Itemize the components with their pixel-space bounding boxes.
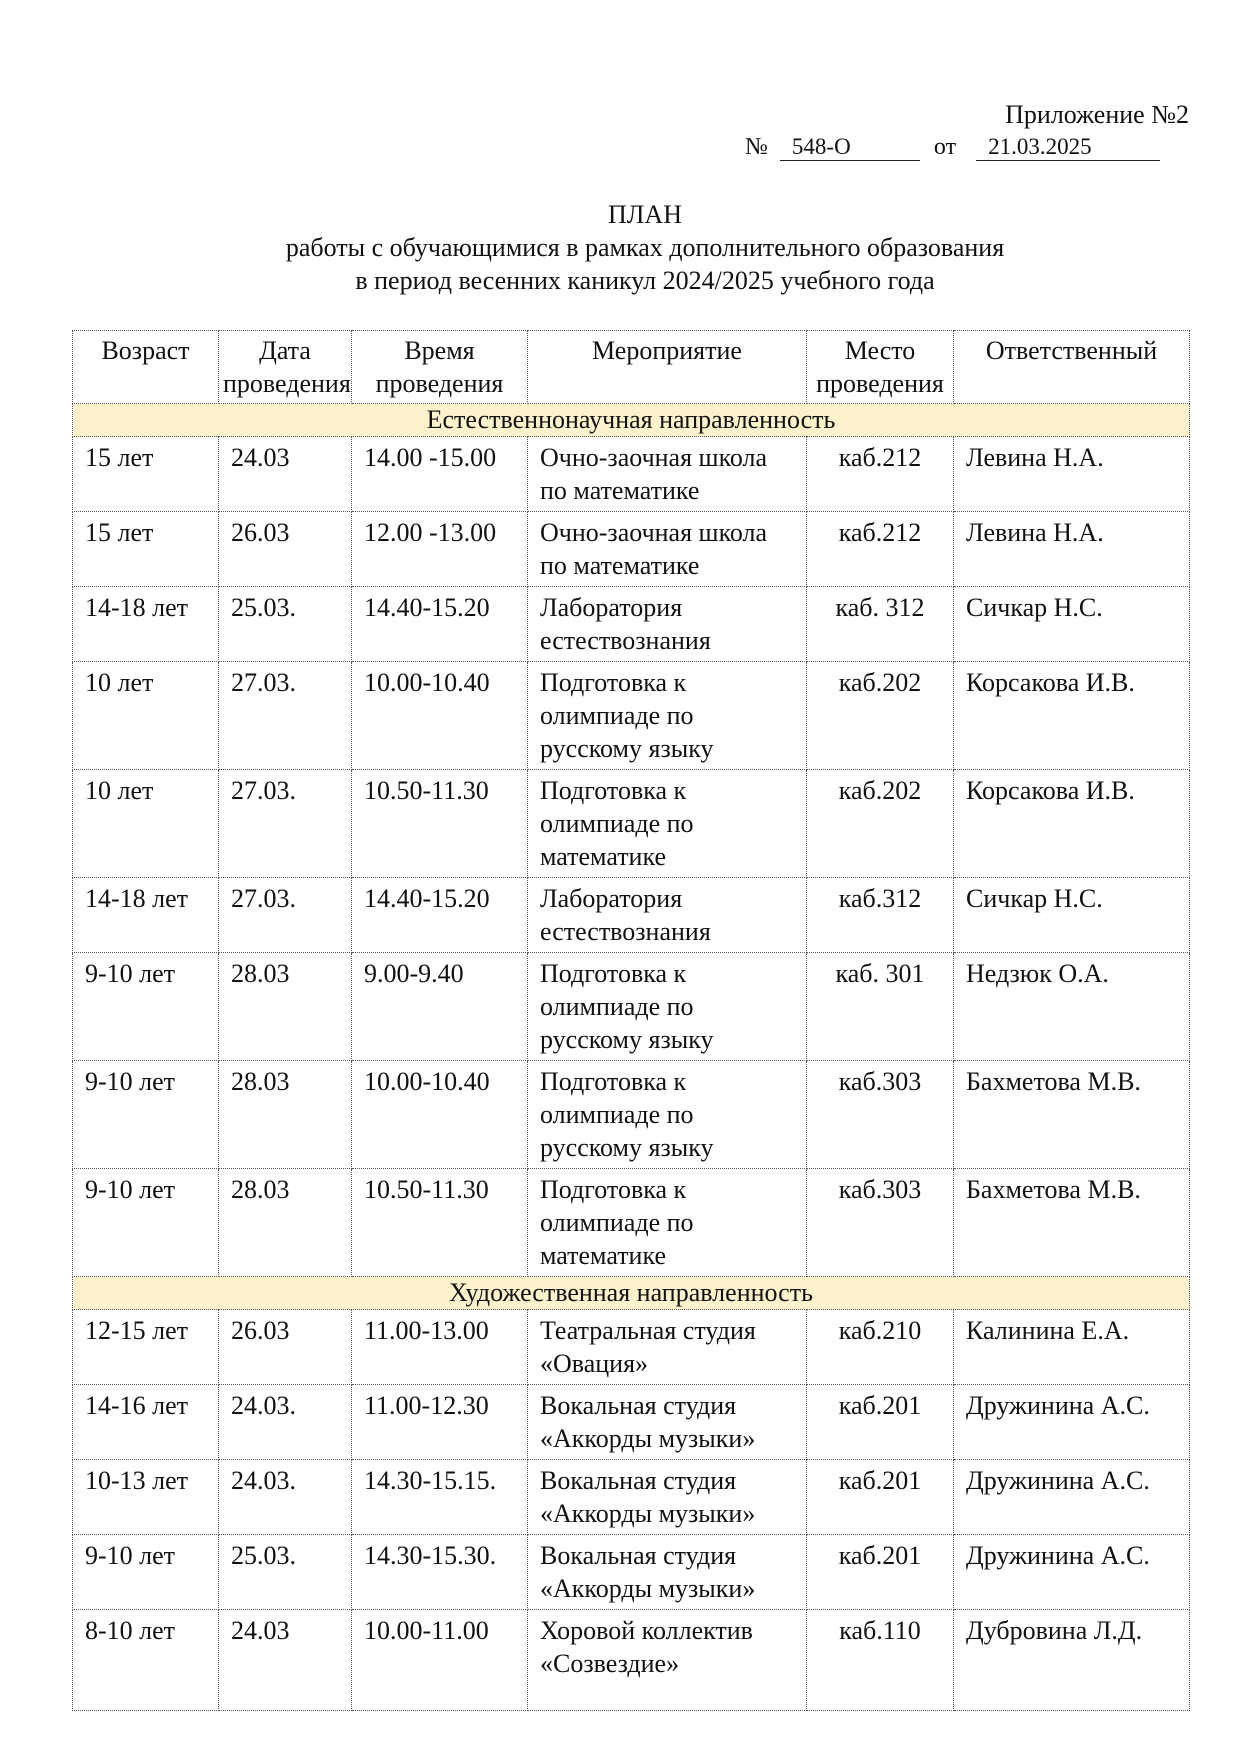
- cell-event: Лаборатория естествознания: [528, 878, 807, 953]
- title-plan: ПЛАН: [608, 200, 682, 229]
- section-title: Естественнонаучная направленность: [73, 404, 1190, 437]
- cell-age: 14-16 лет: [73, 1385, 219, 1460]
- table-row: [73, 1310, 1190, 1385]
- title-subtitle-2: в период весенних каникул 2024/2025 учебного года: [355, 266, 935, 295]
- cell-responsible: Дружинина А.С.: [954, 1385, 1190, 1460]
- appendix-label: Приложение №2: [1005, 100, 1189, 129]
- cell-event: Театральная студия «Овация»: [528, 1310, 807, 1385]
- cell-place: каб.303: [807, 1169, 954, 1277]
- cell-time: 14.40-15.20: [352, 587, 528, 662]
- table-row: [73, 878, 1190, 953]
- cell-responsible: Корсакова И.В.: [954, 770, 1190, 878]
- header-responsible: Ответственный: [954, 331, 1190, 404]
- order-line: [745, 134, 1160, 161]
- cell-date: 24.03: [219, 1610, 352, 1711]
- header-age: Возраст: [73, 331, 219, 404]
- cell-age: 15 лет: [73, 437, 219, 512]
- table-row: [73, 437, 1190, 512]
- cell-time: 11.00-12.30: [352, 1385, 528, 1460]
- cell-date: 24.03.: [219, 1385, 352, 1460]
- cell-age: 9-10 лет: [73, 1061, 219, 1169]
- cell-date: 28.03: [219, 1169, 352, 1277]
- cell-age: 9-10 лет: [73, 953, 219, 1061]
- cell-responsible: Дружинина А.С.: [954, 1535, 1190, 1610]
- table-row: [73, 1385, 1190, 1460]
- cell-event: Подготовка к олимпиаде по русскому языку: [528, 953, 807, 1061]
- header-event: Мероприятие: [528, 331, 807, 404]
- cell-time: 14.40-15.20: [352, 878, 528, 953]
- cell-place: каб.303: [807, 1061, 954, 1169]
- order-number: 548-О: [780, 135, 920, 161]
- cell-time: 14.00 -15.00: [352, 437, 528, 512]
- cell-date: 27.03.: [219, 770, 352, 878]
- cell-place: каб.110: [807, 1610, 954, 1711]
- cell-date: 25.03.: [219, 1535, 352, 1610]
- cell-time: 11.00-13.00: [352, 1310, 528, 1385]
- cell-responsible: Дубровина Л.Д.: [954, 1610, 1190, 1711]
- cell-responsible: Корсакова И.В.: [954, 662, 1190, 770]
- cell-age: 9-10 лет: [73, 1169, 219, 1277]
- cell-event: Вокальная студия «Аккорды музыки»: [528, 1535, 807, 1610]
- cell-time: 9.00-9.40: [352, 953, 528, 1061]
- cell-age: 10-13 лет: [73, 1460, 219, 1535]
- cell-place: каб.312: [807, 878, 954, 953]
- cell-event: Подготовка к олимпиаде по русскому языку: [528, 662, 807, 770]
- cell-responsible: Недзюк О.А.: [954, 953, 1190, 1061]
- header-time: Время проведения: [352, 331, 528, 404]
- order-date: 21.03.2025: [976, 135, 1160, 161]
- table-header-row: [73, 331, 1190, 404]
- cell-event: Вокальная студия «Аккорды музыки»: [528, 1460, 807, 1535]
- cell-event: Лаборатория естествознания: [528, 587, 807, 662]
- cell-age: 8-10 лет: [73, 1610, 219, 1711]
- cell-place: каб.201: [807, 1460, 954, 1535]
- cell-responsible: Дружинина А.С.: [954, 1460, 1190, 1535]
- cell-responsible: Бахметова М.В.: [954, 1061, 1190, 1169]
- cell-date: 25.03.: [219, 587, 352, 662]
- table-row: [73, 587, 1190, 662]
- title-subtitle-1: работы с обучающимися в рамках дополнительного образования: [285, 233, 1005, 262]
- cell-place: каб.201: [807, 1535, 954, 1610]
- cell-time: 10.50-11.30: [352, 1169, 528, 1277]
- cell-age: 14-18 лет: [73, 878, 219, 953]
- cell-event: Подготовка к олимпиаде по русскому языку: [528, 1061, 807, 1169]
- number-symbol: №: [745, 134, 768, 160]
- section-title: Художественная направленность: [73, 1277, 1190, 1310]
- table-row: [73, 662, 1190, 770]
- plan-table: [72, 330, 1190, 1711]
- cell-time: 10.50-11.30: [352, 770, 528, 878]
- cell-time: 10.00-10.40: [352, 1061, 528, 1169]
- from-word: от: [933, 134, 957, 160]
- cell-age: 15 лет: [73, 512, 219, 587]
- cell-place: каб.202: [807, 770, 954, 878]
- cell-place: каб. 312: [807, 587, 954, 662]
- header-date: Дата проведения: [219, 331, 352, 404]
- cell-age: 9-10 лет: [73, 1535, 219, 1610]
- cell-age: 14-18 лет: [73, 587, 219, 662]
- cell-responsible: Левина Н.А.: [954, 512, 1190, 587]
- cell-time: 10.00-11.00: [352, 1610, 528, 1711]
- cell-age: 10 лет: [73, 770, 219, 878]
- cell-age: 10 лет: [73, 662, 219, 770]
- cell-responsible: Бахметова М.В.: [954, 1169, 1190, 1277]
- cell-responsible: Левина Н.А.: [954, 437, 1190, 512]
- cell-age: 12-15 лет: [73, 1310, 219, 1385]
- section-row: [73, 1277, 1190, 1310]
- cell-place: каб.210: [807, 1310, 954, 1385]
- cell-place: каб.202: [807, 662, 954, 770]
- cell-event: Подготовка к олимпиаде по математике: [528, 770, 807, 878]
- cell-date: 28.03: [219, 953, 352, 1061]
- cell-responsible: Калинина Е.А.: [954, 1310, 1190, 1385]
- cell-time: 12.00 -13.00: [352, 512, 528, 587]
- cell-time: 14.30-15.30.: [352, 1535, 528, 1610]
- cell-time: 10.00-10.40: [352, 662, 528, 770]
- table-row: [73, 1169, 1190, 1277]
- cell-place: каб. 301: [807, 953, 954, 1061]
- cell-date: 24.03.: [219, 1460, 352, 1535]
- cell-responsible: Сичкар Н.С.: [954, 587, 1190, 662]
- cell-time: 14.30-15.15.: [352, 1460, 528, 1535]
- cell-date: 24.03: [219, 437, 352, 512]
- cell-responsible: Сичкар Н.С.: [954, 878, 1190, 953]
- section-row: [73, 404, 1190, 437]
- table-row: [73, 953, 1190, 1061]
- cell-event: Очно-заочная школа по математике: [528, 512, 807, 587]
- table-row: [73, 770, 1190, 878]
- table-row: [73, 1460, 1190, 1535]
- cell-place: каб.201: [807, 1385, 954, 1460]
- cell-date: 27.03.: [219, 662, 352, 770]
- cell-event: Подготовка к олимпиаде по математике: [528, 1169, 807, 1277]
- table-row: [73, 1061, 1190, 1169]
- cell-date: 26.03: [219, 512, 352, 587]
- cell-event: Вокальная студия «Аккорды музыки»: [528, 1385, 807, 1460]
- cell-event: Хоровой коллектив «Созвездие»: [528, 1610, 807, 1711]
- cell-date: 28.03: [219, 1061, 352, 1169]
- document-title: [0, 198, 1241, 297]
- table-row: [73, 1535, 1190, 1610]
- cell-place: каб.212: [807, 437, 954, 512]
- cell-date: 26.03: [219, 1310, 352, 1385]
- table-row: [73, 1610, 1190, 1711]
- cell-date: 27.03.: [219, 878, 352, 953]
- cell-place: каб.212: [807, 512, 954, 587]
- header-place: Место проведения: [807, 331, 954, 404]
- cell-event: Очно-заочная школа по математике: [528, 437, 807, 512]
- table-row: [73, 512, 1190, 587]
